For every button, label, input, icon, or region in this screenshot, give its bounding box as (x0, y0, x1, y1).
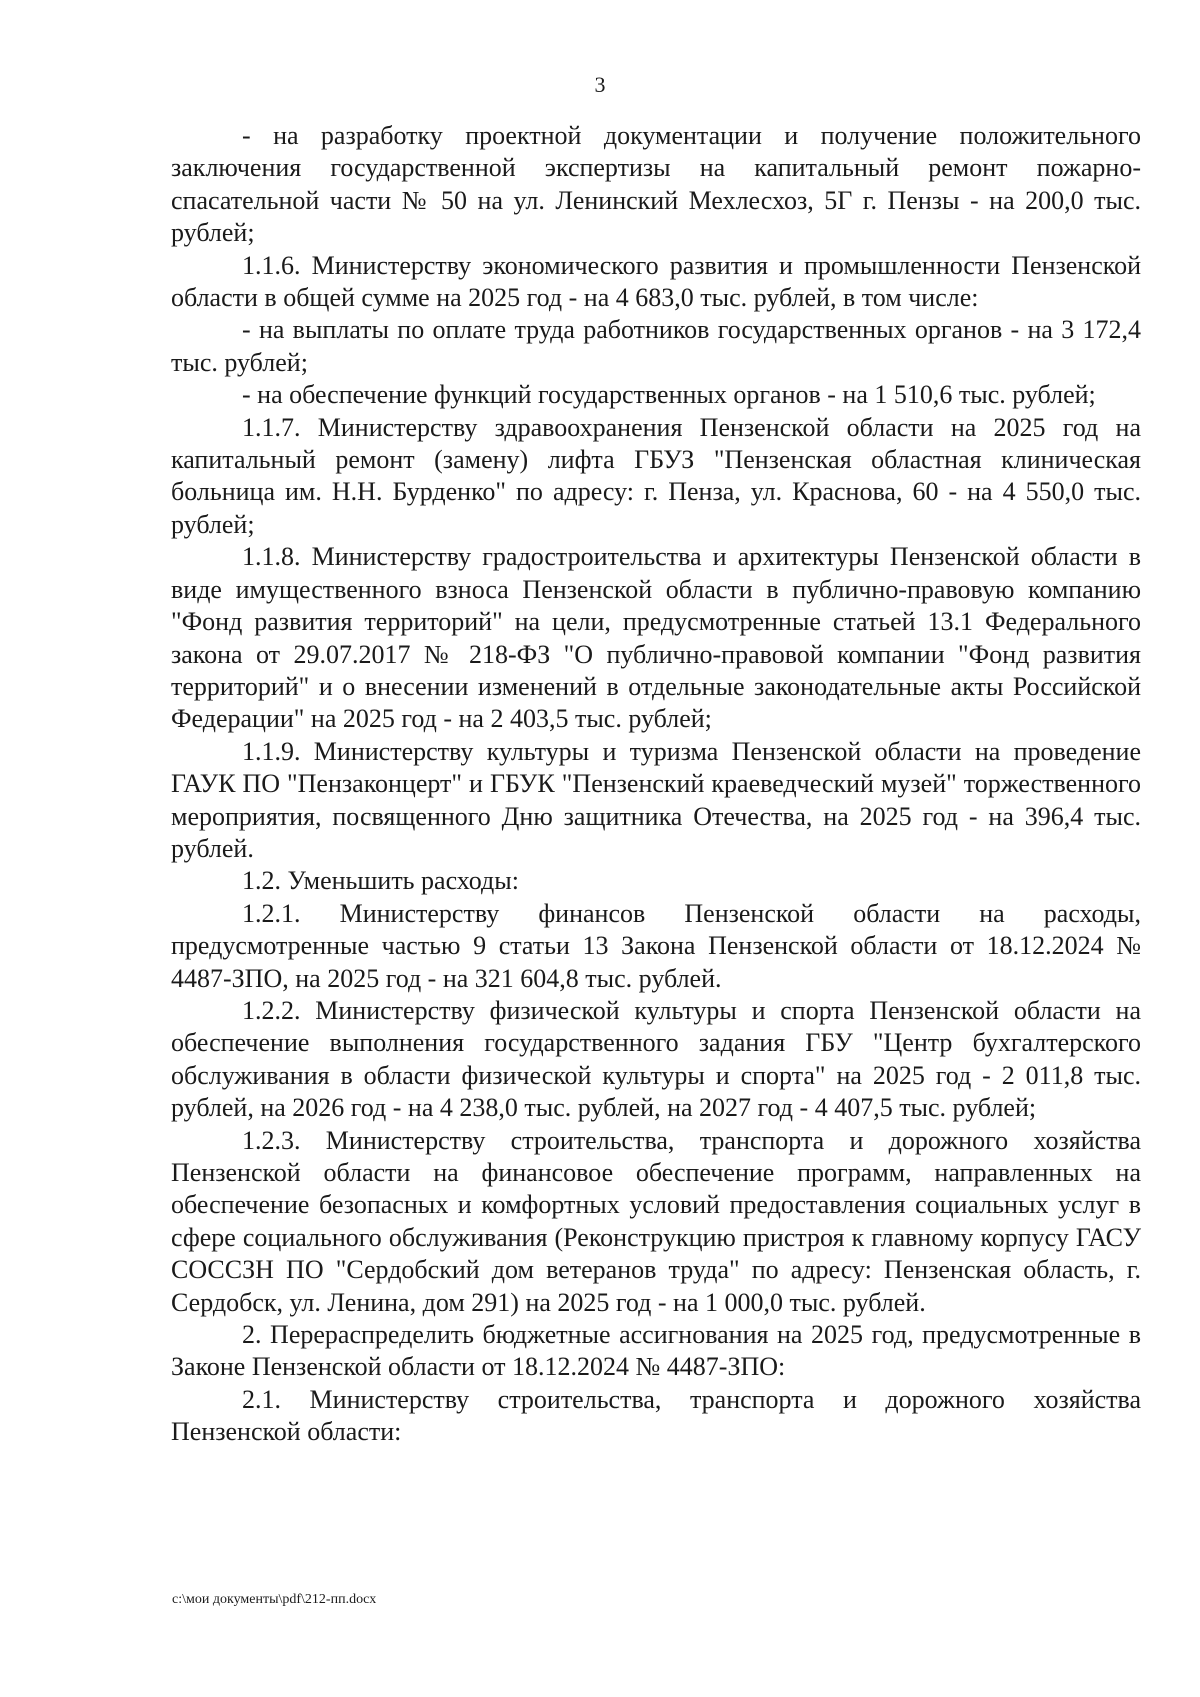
paragraph-labor-payments: - на выплаты по оплате труда работников государственных органов - на 3 172,4 тыс. рублей; (171, 315, 1141, 377)
paragraph-1-2-2: 1.2.2. Министерству физической культуры и спорта Пензенской области на обеспечение выполнения государственного задания ГБУ "Центр бухгалтерского обслуживания в области физической культуры и спорта" на 2025 год - 2 011,8 тыс. рублей, на 2026 год - на 4 238,0 тыс. рублей, на 2027 год - 4 407,5 тыс. рублей; (171, 995, 1141, 1123)
paragraph-1-1-9: 1.1.9. Министерству культуры и туризма Пензенской области на проведение ГАУК ПО "Пензаконцерт" и ГБУК "Пензенский краеведческий музей" торжественного мероприятия, посвященного Дню защитника Отечества, на 2025 год - на 396,4 тыс. рублей. (171, 736, 1141, 863)
footer-file-path: c:\мои документы\pdf\212-пп.docx (172, 1592, 377, 1607)
paragraph-2: 2. Перераспределить бюджетные ассигнования на 2025 год, предусмотренные в Законе Пензенской области от 18.12.2024 № 4487-ЗПО: (171, 1320, 1141, 1382)
paragraph-1-1-8: 1.1.8. Министерству градостроительства и архитектуры Пензенской области в виде имущественного взноса Пензенской области в публично-правовую компанию "Фонд развития территорий" на цели, предусмотренные статьей 13.1 Федерального закона от 29.07.2017 № 218-ФЗ "О публично-правовой компании "Фонд развития территорий" и о внесении изменений в отдельные законодательные акты Российской Федерации" на 2025 год - на 2 403,5 тыс. рублей; (171, 542, 1141, 734)
paragraph-design-documentation: - на разработку проектной документации и получение положительного заключения государственной экспертизы на капитальный ремонт пожарно-спасательной части № 50 на ул. Ленинский Мехлесхоз, 5Г г. Пензы - на 200,0 тыс. рублей; (171, 121, 1141, 248)
paragraph-1-1-7: 1.1.7. Министерству здравоохранения Пензенской области на 2025 год на капитальный ремонт (замену) лифта ГБУЗ "Пензенская областная клиническая больница им. Н.Н. Бурденко" по адресу: г. Пенза, ул. Краснова, 60 - на 4 550,0 тыс. рублей; (171, 412, 1141, 539)
paragraph-1-1-6: 1.1.6. Министерству экономического развития и промышленности Пензенской области в общей сумме на 2025 год - на 4 683,0 тыс. рублей, в том числе: (171, 250, 1141, 313)
page-number: 3 (594, 72, 606, 97)
paragraph-1-2-1: 1.2.1. Министерству финансов Пензенской области на расходы, предусмотренные частью 9 статьи 13 Закона Пензенской области от 18.12.2024 № 4487-ЗПО, на 2025 год - на 321 604,8 тыс. рублей. (171, 898, 1141, 993)
paragraph-2-1: 2.1. Министерству строительства, транспорта и дорожного хозяйства Пензенской области: (171, 1384, 1141, 1447)
paragraph-1-2: 1.2. Уменьшить расходы: (242, 866, 519, 896)
paragraph-1-2-3: 1.2.3. Министерству строительства, транспорта и дорожного хозяйства Пензенской области на финансовое обеспечение программ, направленных на обеспечение безопасных и комфортных условий предоставления социальных услуг в сфере социального обслуживания (Реконструкцию пристроя к главному корпусу ГАСУ СОССЗН ПО "Сердобский дом ветеранов труда" по адресу: Пензенская область, г. Сердобск, ул. Ленина, дом 291) на 2025 год - на 1 000,0 тыс. рублей. (171, 1125, 1141, 1317)
paragraph-government-functions: - на обеспечение функций государственных органов - на 1 510,6 тыс. рублей; (242, 380, 1096, 410)
document-body (171, 120, 1141, 1449)
